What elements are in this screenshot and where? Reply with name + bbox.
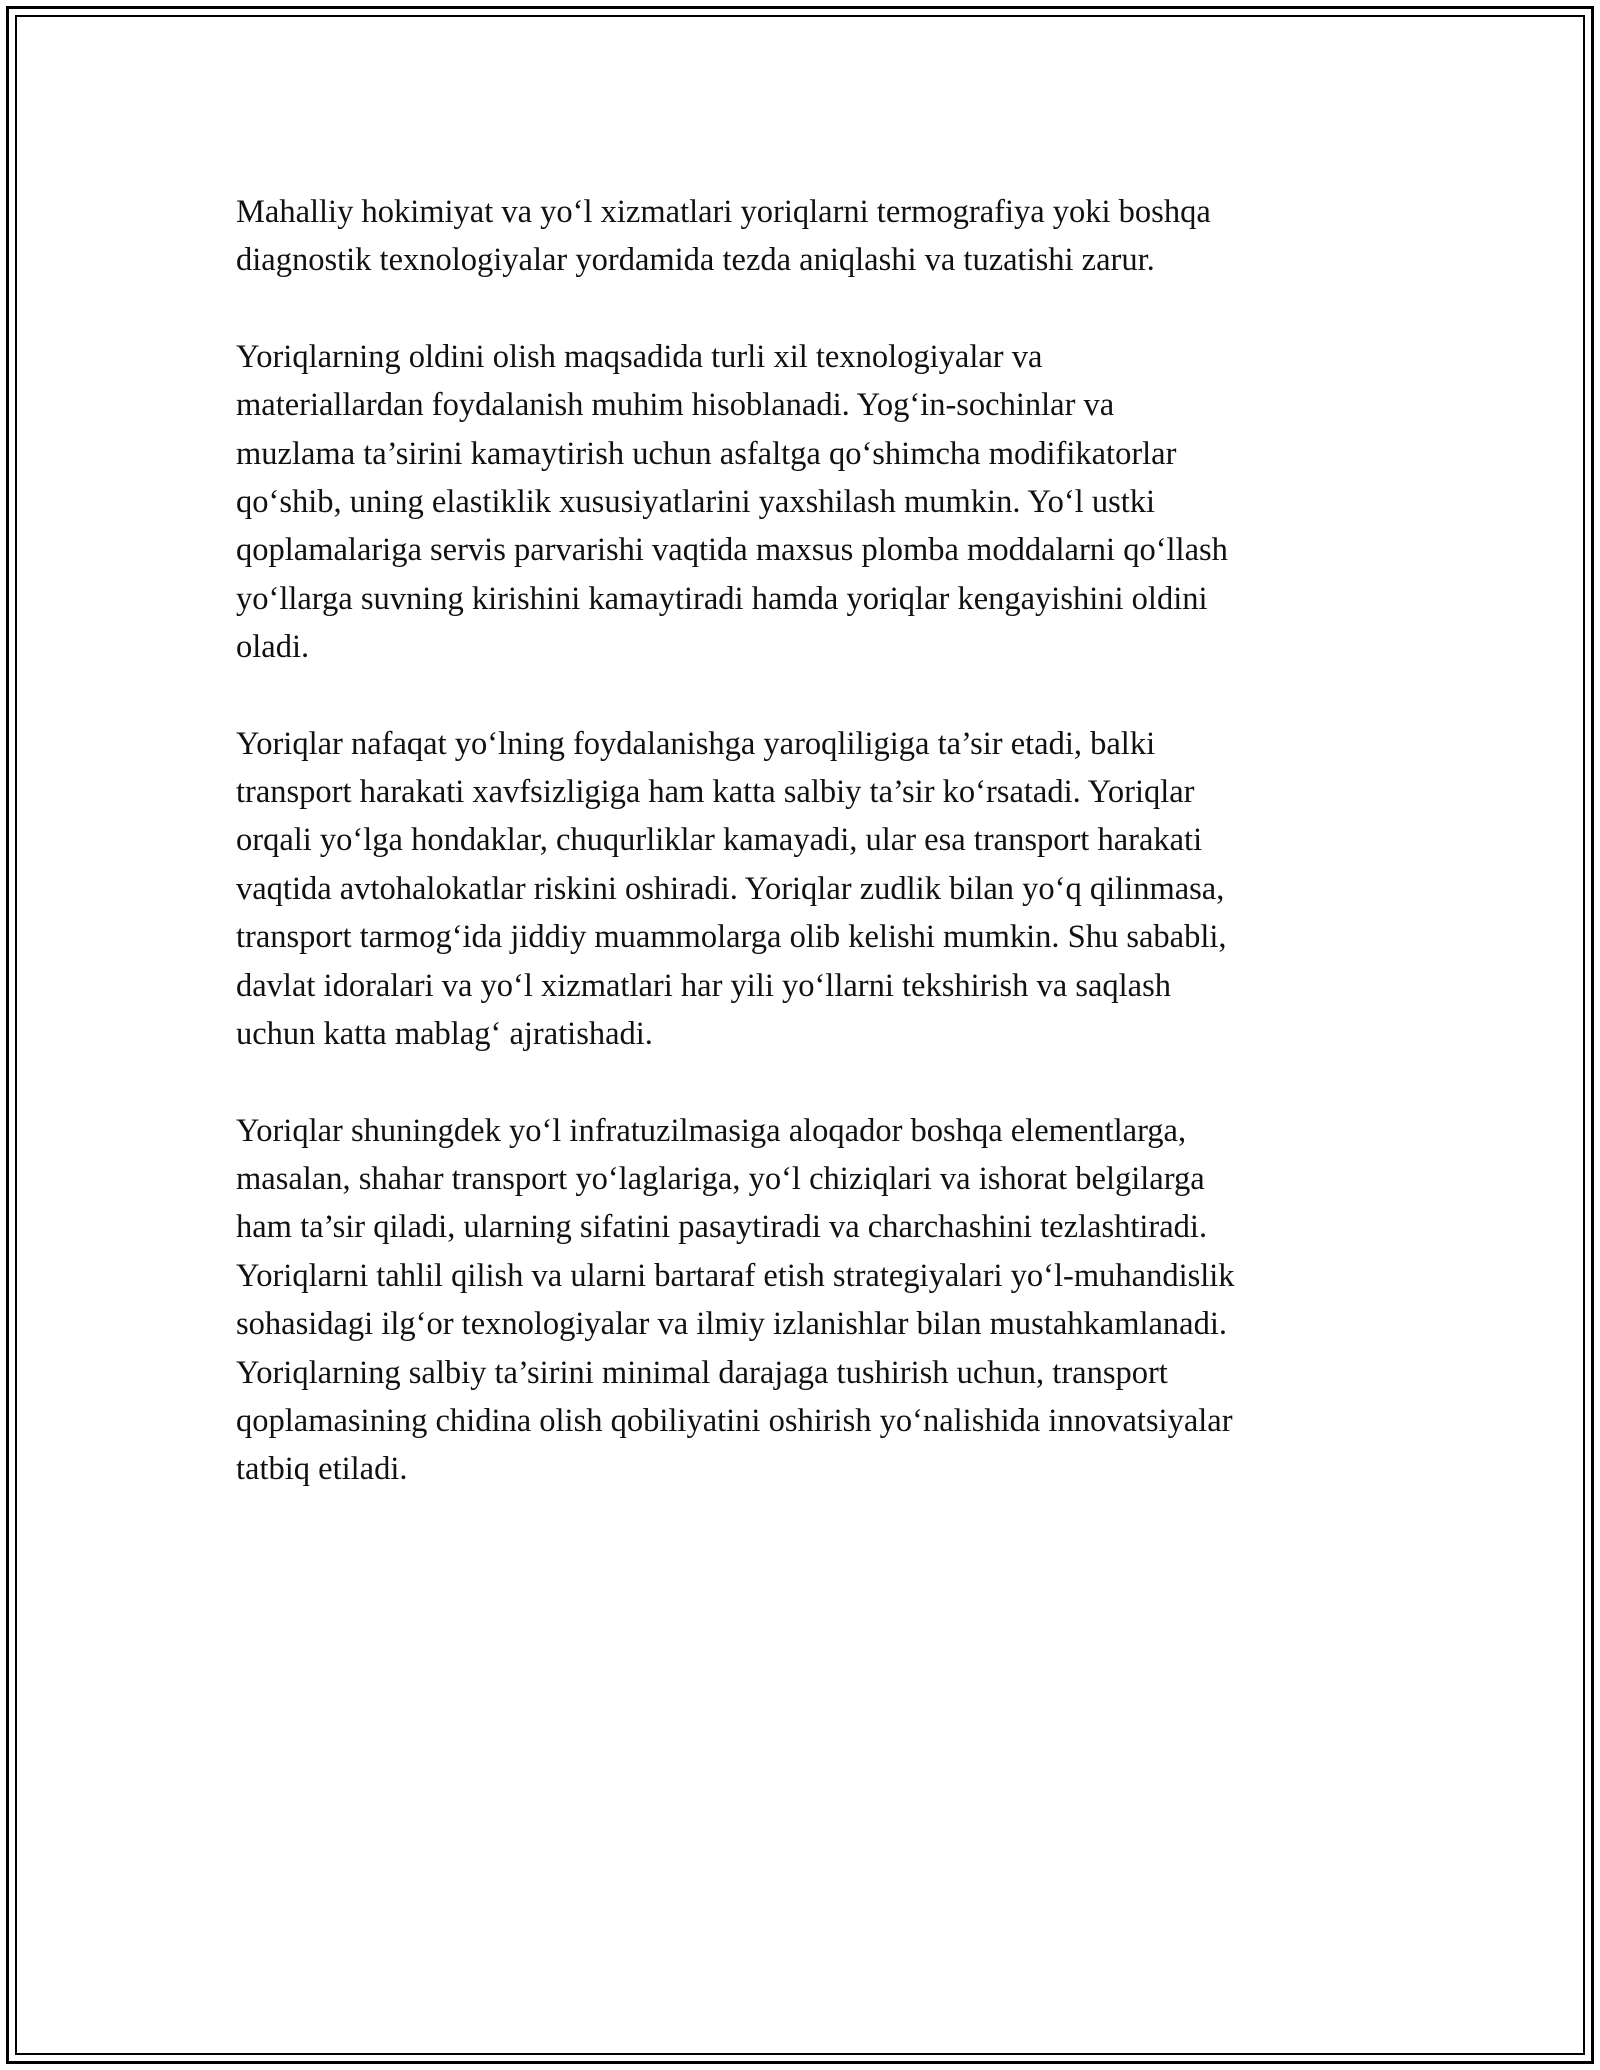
paragraph-2: Yoriqlarning oldini olish maqsadida turli xil texnologiyalar va materiallardan foydalanish muhim hisoblanadi. Yog‘in-sochinlar va muzlama ta’sirini kamaytirish uchun asfaltga qo‘shimcha modifikatorlar qo‘shib, uning elastiklik xususiyatlarini yaxshilash mumkin. Yo‘l ustki qoplamalariga servis parvarishi vaqtida maxsus plomba moddalarni qo‘llash yo‘llarga suvning kirishini kamaytiradi hamda yoriqlar kengayishini oldini oladi. [236, 338, 1228, 666]
paragraph-3: Yoriqlar nafaqat yo‘lning foydalanishga yaroqliligiga ta’sir etadi, balki transport harakati xavfsizligiga ham katta salbiy ta’sir ko‘rsatadi. Yoriqlar orqali yo‘lga hondaklar, chuqurliklar kamayadi, ular esa transport harakati vaqtida avtohalokatlar riskini oshiradi. Yoriqlar zudlik bilan yo‘q qilinmasa, transport tarmog‘ida jiddiy muammolarga olib kelishi mumkin. Shu sababli, davlat idoralari va yo‘l xizmatlari har yili yo‘llarni tekshirish va saqlash uchun katta mablag‘ ajratishadi. [236, 725, 1227, 1053]
paragraph-4: Yoriqlar shuningdek yo‘l infratuzilmasiga aloqador boshqa elementlarga, masalan, shahar transport yo‘laglariga, yo‘l chiziqlari va ishorat belgilarga ham ta’sir qiladi, ularning sifatini pasaytiradi va charchashini tezlashtiradi. Yoriqlarni tahlil qilish va ularni bartaraf etish strategiyalari yo‘l-muhandislik sohasidagi ilg‘or texnologiyalar va ilmiy izlanishlar bilan mustahkamlanadi. Yoriqlarning salbiy ta’sirini minimal darajaga tushirish uchun, transport qoplamasining chidina olish qobiliyatini oshirish yo‘nalishida innovatsiyalar tatbiq etiladi. [236, 1112, 1235, 1488]
document-body [236, 188, 1366, 1542]
paragraph-1: Mahalliy hokimiyat va yo‘l xizmatlari yoriqlarni termografiya yoki boshqa diagnostik texnologiyalar yordamida tezda aniqlashi va tuzatishi zarur. [236, 194, 1211, 279]
